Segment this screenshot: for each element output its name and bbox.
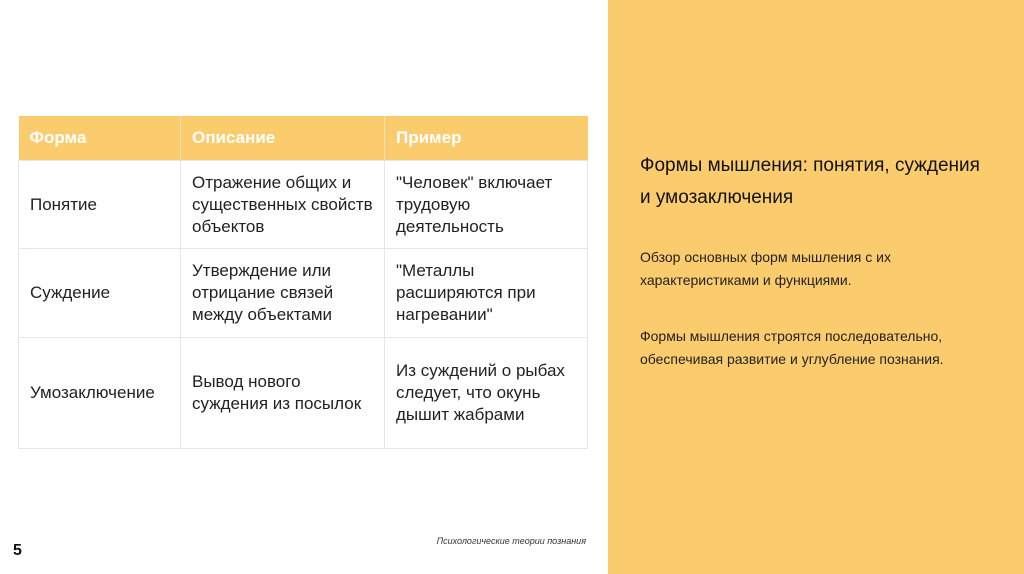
header-example: Пример — [385, 116, 588, 161]
forms-table — [18, 116, 588, 449]
table-row — [19, 161, 588, 249]
cell-form: Умозаключение — [19, 338, 181, 449]
sidebar-paragraph-overview: Обзор основных форм мышления с их характеристиками и функциями. — [640, 249, 891, 288]
header-description: Описание — [181, 116, 385, 161]
table-header-row — [19, 116, 588, 161]
header-form: Форма — [19, 116, 181, 161]
cell-description: Вывод нового суждения из посылок — [181, 338, 385, 449]
table-row — [19, 249, 588, 338]
cell-example: "Человек" включает трудовую деятельность — [385, 161, 588, 249]
cell-description: Отражение общих и существенных свойств объектов — [181, 161, 385, 249]
sidebar-paragraph-sequence: Формы мышления строятся последовательно, обеспечивая развитие и углубление познания. — [640, 328, 944, 367]
cell-form: Суждение — [19, 249, 181, 338]
cell-example: Из суждений о рыбах следует, что окунь дышит жабрами — [385, 338, 588, 449]
table-row — [19, 338, 588, 449]
cell-description: Утверждение или отрицание связей между объектами — [181, 249, 385, 338]
page-number: 5 — [13, 542, 22, 559]
footer-caption: Психологические теории познания — [436, 536, 586, 546]
cell-form: Понятие — [19, 161, 181, 249]
cell-example: "Металлы расширяются при нагревании" — [385, 249, 588, 338]
sidebar-title: Формы мышления: понятия, суждения и умозаключения — [640, 155, 980, 208]
